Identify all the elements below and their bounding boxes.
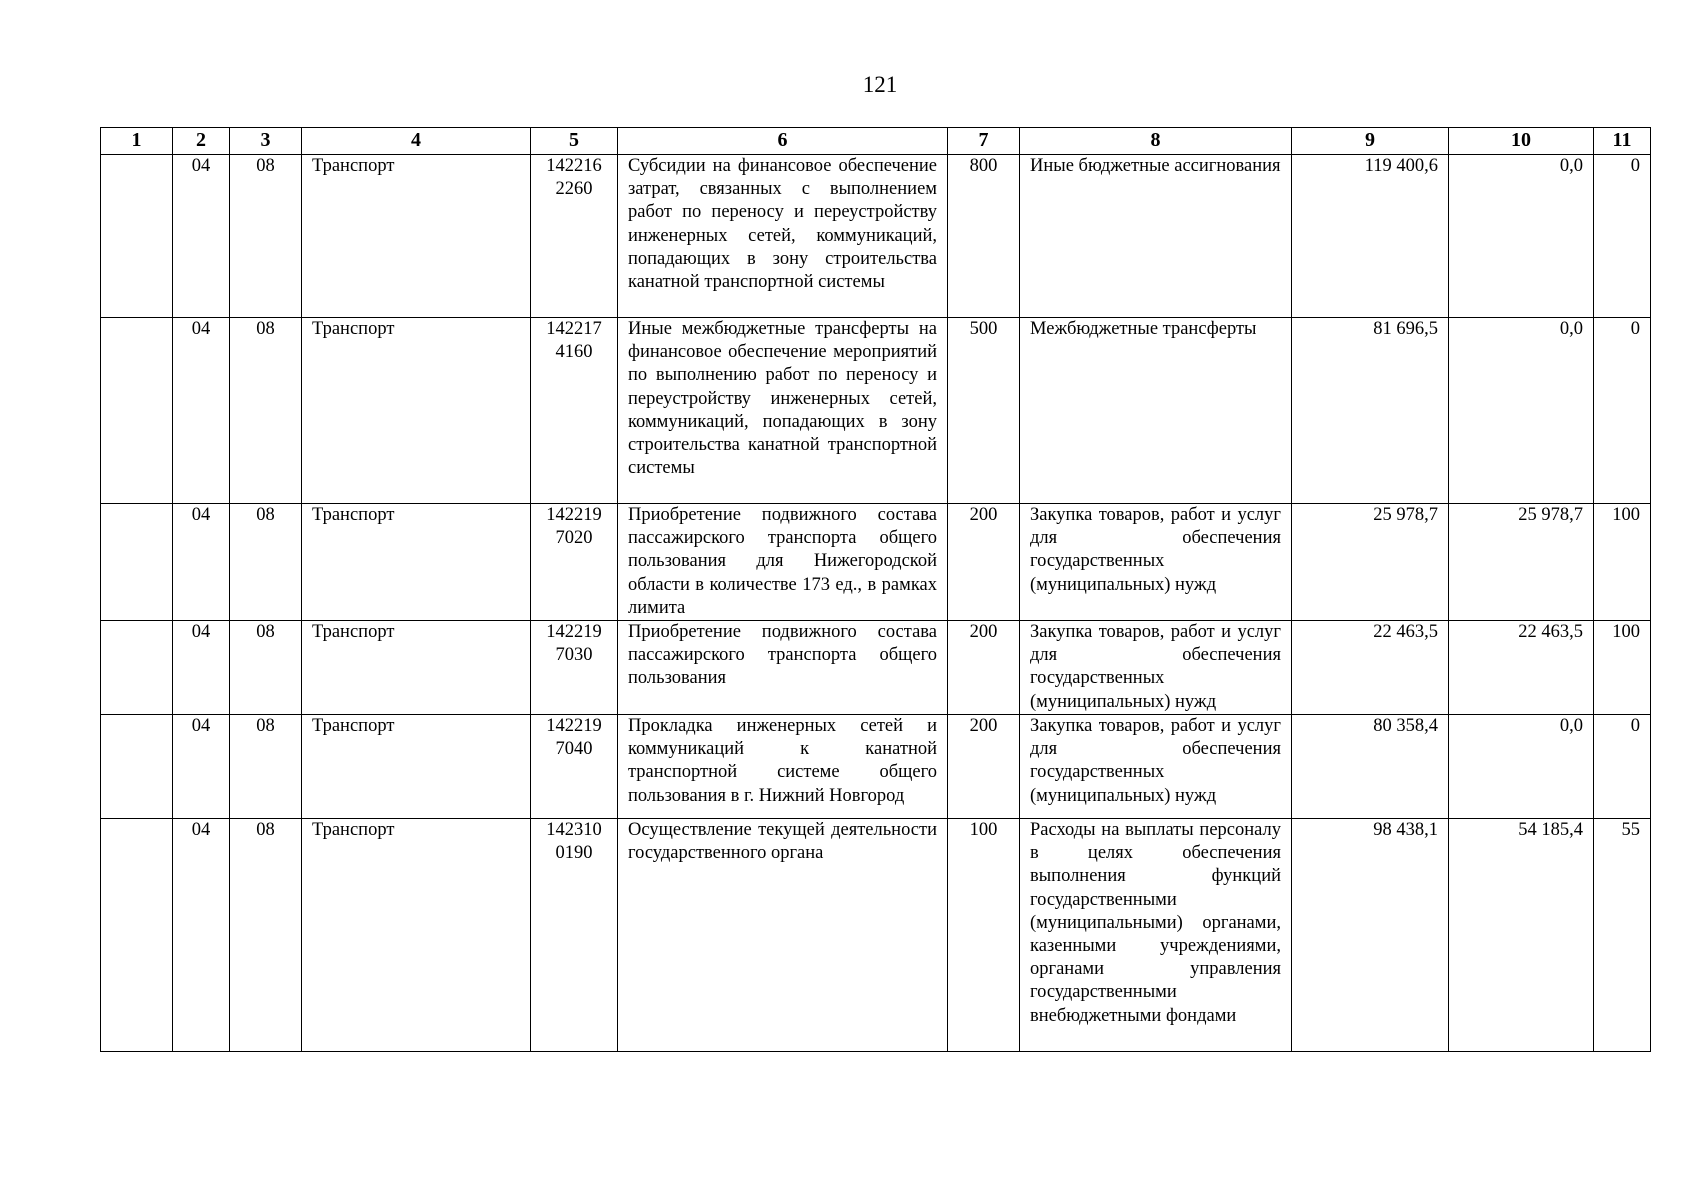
cell-expense-type: 200	[948, 715, 1020, 819]
cell-target-name: Приобретение подвижного состава пассажирского транспорта общего пользования	[618, 621, 948, 715]
cell-section-name: Транспорт	[302, 155, 531, 318]
cell-target-code	[531, 621, 618, 715]
cell-target-code	[531, 715, 618, 819]
cell-actual-amount: 0,0	[1449, 715, 1594, 819]
budget-table	[100, 127, 1651, 1052]
cell-expense-type-name: Закупка товаров, работ и услуг для обеспечения государственных (муниципальных) нужд	[1020, 504, 1292, 621]
cell-section: 04	[173, 715, 230, 819]
cell-target-name: Прокладка инженерных сетей и коммуникаций к канатной транспортной системе общего пользования в г. Нижний Новгород	[618, 715, 948, 819]
cell-percent: 100	[1594, 621, 1651, 715]
cell-section: 04	[173, 504, 230, 621]
cell-target-name: Субсидии на финансовое обеспечение затрат, связанных с выполнением работ по переносу и переустройству инженерных сетей, коммуникаций, попадающих в зону строительства канатной транспортной системы	[618, 155, 948, 318]
cell-subsection: 08	[230, 621, 302, 715]
table-row	[101, 715, 1651, 819]
cell-planned-amount: 98 438,1	[1292, 819, 1449, 1052]
cell-col-1	[101, 155, 173, 318]
cell-target-code	[531, 155, 618, 318]
cell-expense-type-name: Расходы на выплаты персоналу в целях обеспечения выполнения функций государственными (муниципальными) органами, казенными учреждениями, органами управления государственными внебюджетными фондами	[1020, 819, 1292, 1052]
column-header: 7	[948, 128, 1020, 155]
cell-planned-amount: 22 463,5	[1292, 621, 1449, 715]
cell-expense-type-name: Закупка товаров, работ и услуг для обеспечения государственных (муниципальных) нужд	[1020, 715, 1292, 819]
cell-section-name: Транспорт	[302, 504, 531, 621]
cell-target-code	[531, 504, 618, 621]
cell-target-name: Приобретение подвижного состава пассажирского транспорта общего пользования для Нижегородской области в количестве 173 ед., в рамках лимита	[618, 504, 948, 621]
column-header: 11	[1594, 128, 1651, 155]
cell-percent: 0	[1594, 155, 1651, 318]
cell-percent: 0	[1594, 715, 1651, 819]
cell-subsection: 08	[230, 715, 302, 819]
column-header: 8	[1020, 128, 1292, 155]
target-code-part: 142219	[546, 505, 602, 525]
cell-target-name: Осуществление текущей деятельности государственного органа	[618, 819, 948, 1052]
cell-planned-amount: 25 978,7	[1292, 504, 1449, 621]
cell-subsection: 08	[230, 504, 302, 621]
column-header: 9	[1292, 128, 1449, 155]
table-row	[101, 318, 1651, 504]
header-row	[101, 128, 1651, 155]
cell-target-name: Иные межбюджетные трансферты на финансовое обеспечение мероприятий по выполнению работ по переносу и переустройству инженерных сетей, коммуникаций, попадающих в зону строительства канатной транспортной системы	[618, 318, 948, 504]
cell-expense-type-name: Иные бюджетные ассигнования	[1020, 155, 1292, 318]
cell-section: 04	[173, 819, 230, 1052]
cell-percent: 0	[1594, 318, 1651, 504]
cell-section: 04	[173, 621, 230, 715]
cell-col-1	[101, 504, 173, 621]
cell-section: 04	[173, 318, 230, 504]
target-code-part: 142219	[546, 716, 602, 737]
cell-actual-amount: 0,0	[1449, 155, 1594, 318]
target-code-part: 142217	[546, 319, 602, 339]
target-code-part: 142310	[546, 820, 602, 841]
column-header: 4	[302, 128, 531, 155]
column-header: 3	[230, 128, 302, 155]
column-header: 10	[1449, 128, 1594, 155]
cell-col-1	[101, 715, 173, 819]
cell-expense-type: 500	[948, 318, 1020, 504]
cell-planned-amount: 80 358,4	[1292, 715, 1449, 819]
cell-subsection: 08	[230, 155, 302, 318]
cell-section-name: Транспорт	[302, 621, 531, 715]
cell-planned-amount: 119 400,6	[1292, 155, 1449, 318]
column-header: 2	[173, 128, 230, 155]
cell-expense-type-name: Закупка товаров, работ и услуг для обеспечения государственных (муниципальных) нужд	[1020, 621, 1292, 715]
table-row	[101, 504, 1651, 621]
cell-subsection: 08	[230, 318, 302, 504]
target-code-part: 7030	[555, 645, 593, 666]
column-header: 6	[618, 128, 948, 155]
column-header: 5	[531, 128, 618, 155]
cell-actual-amount: 0,0	[1449, 318, 1594, 504]
cell-target-code	[531, 318, 618, 504]
table-row	[101, 621, 1651, 715]
cell-section-name: Транспорт	[302, 318, 531, 504]
table-row	[101, 819, 1651, 1052]
cell-expense-type: 200	[948, 504, 1020, 621]
cell-subsection: 08	[230, 819, 302, 1052]
cell-section-name: Транспорт	[302, 715, 531, 819]
cell-col-1	[101, 621, 173, 715]
cell-expense-type: 800	[948, 155, 1020, 318]
target-code-part: 2260	[555, 179, 593, 200]
cell-col-1	[101, 318, 173, 504]
cell-actual-amount: 54 185,4	[1449, 819, 1594, 1052]
target-code-part: 7020	[555, 528, 593, 549]
target-code-part: 7040	[555, 739, 593, 760]
cell-actual-amount: 25 978,7	[1449, 504, 1594, 621]
table-row	[101, 155, 1651, 318]
target-code-part: 4160	[555, 342, 593, 363]
cell-section-name: Транспорт	[302, 819, 531, 1052]
target-code-part: 0190	[555, 843, 593, 864]
cell-col-1	[101, 819, 173, 1052]
column-header: 1	[101, 128, 173, 155]
cell-percent: 55	[1594, 819, 1651, 1052]
cell-expense-type: 200	[948, 621, 1020, 715]
cell-expense-type: 100	[948, 819, 1020, 1052]
target-code-part: 142219	[546, 622, 602, 643]
cell-section: 04	[173, 155, 230, 318]
target-code-part: 142216	[546, 156, 602, 176]
cell-expense-type-name: Межбюджетные трансферты	[1020, 318, 1292, 504]
cell-percent: 100	[1594, 504, 1651, 621]
cell-planned-amount: 81 696,5	[1292, 318, 1449, 504]
cell-actual-amount: 22 463,5	[1449, 621, 1594, 715]
page-number: 121	[862, 72, 898, 97]
cell-target-code	[531, 819, 618, 1052]
